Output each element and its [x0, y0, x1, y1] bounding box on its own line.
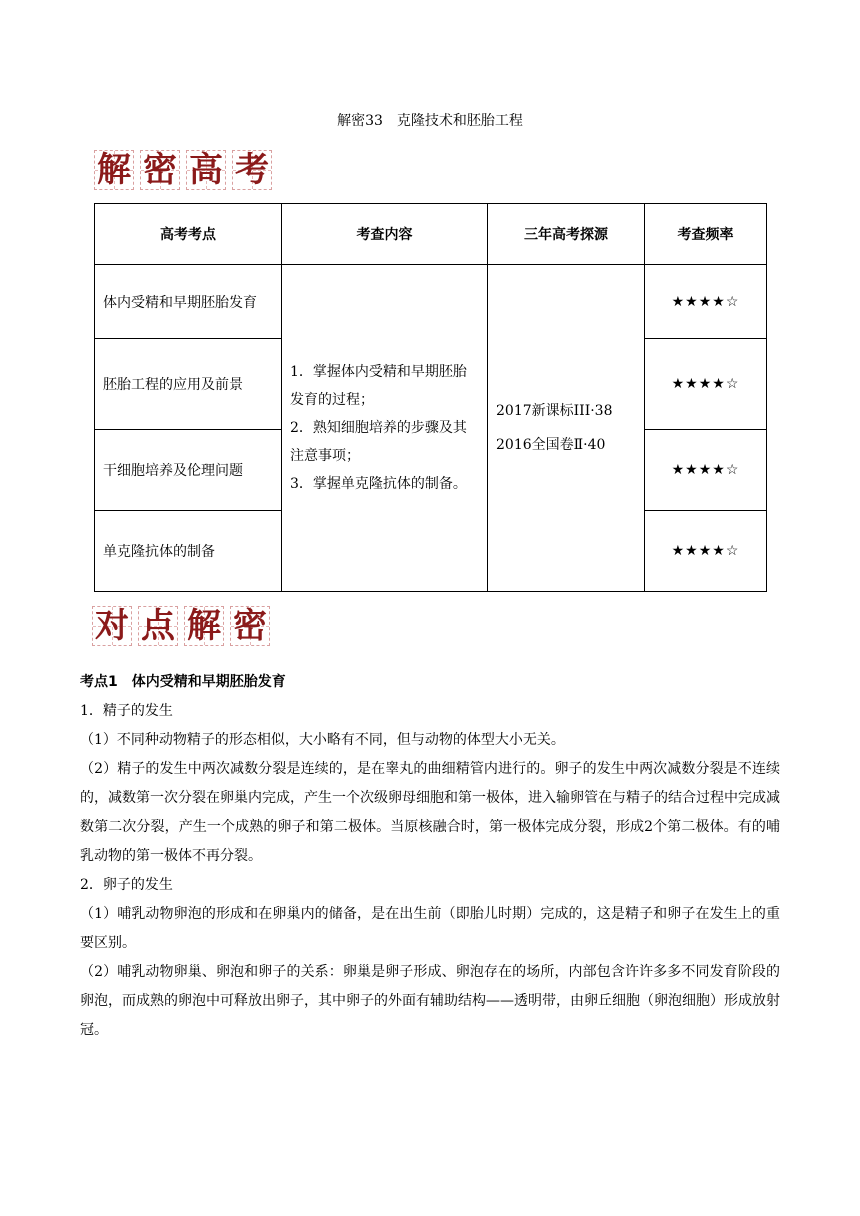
- source-item: 2017新课标III·38: [496, 403, 613, 419]
- content-cell: [282, 265, 488, 592]
- exam-overview-table: [94, 203, 767, 592]
- section-heading: 考点1 体内受精和早期胚胎发育: [80, 674, 286, 690]
- table-header-row: [95, 204, 767, 265]
- paragraph: （1）哺乳动物卵泡的形成和在卵巢内的储备，是在出生前（即胎儿时期）完成的，这是精子和卵子在发生上的重要区别。: [80, 906, 780, 951]
- header-content: 考查内容: [282, 204, 488, 265]
- content-item: 1．掌握体内受精和早期胚胎发育的过程；: [290, 364, 467, 408]
- source-item: 2016全国卷Ⅱ·40: [496, 437, 606, 453]
- section-body: [80, 668, 780, 1045]
- banner-glyph: 解: [184, 606, 224, 646]
- source-cell: [488, 265, 645, 592]
- paragraph: （2）哺乳动物卵巢、卵泡和卵子的关系：卵巢是卵子形成、卵泡存在的场所，内部包含许许多多不同发育阶段的卵泡，而成熟的卵泡中可释放出卵子，其中卵子的外面有辅助结构——透明带，由卵丘细胞（卵泡细胞）形成放射冠。: [80, 964, 780, 1038]
- frequency-stars: ★★★★☆: [645, 430, 767, 511]
- banner-glyph: 点: [138, 606, 178, 646]
- content-item: 2．熟知细胞培养的步骤及其注意事项；: [290, 420, 467, 464]
- frequency-stars: ★★★★☆: [645, 511, 767, 592]
- topic-cell: 单克隆抗体的制备: [95, 511, 282, 592]
- subsection-title: 2．卵子的发生: [80, 877, 173, 893]
- paragraph: （2）精子的发生中两次减数分裂是连续的，是在睾丸的曲细精管内进行的。卵子的发生中两次减数分裂是不连续的，减数第一次分裂在卵巢内完成，产生一个次级卵母细胞和第一极体，进入输卵管在与精子的结合过程中完成减数第二次分裂，产生一个成熟的卵子和第二极体。当原核融合时，第一极体完成分裂，形成2个第二极体。有的哺乳动物的第一极体不再分裂。: [80, 761, 780, 864]
- topic-cell: 干细胞培养及伦理问题: [95, 430, 282, 511]
- frequency-stars: ★★★★☆: [645, 339, 767, 430]
- banner-glyph: 高: [186, 150, 226, 190]
- page-title: 解密33 克隆技术和胚胎工程: [337, 113, 523, 129]
- banner-glyph: 密: [230, 606, 270, 646]
- header-frequency: 考查频率: [645, 204, 767, 265]
- header-source: 三年高考探源: [488, 204, 645, 265]
- topic-cell: 胚胎工程的应用及前景: [95, 339, 282, 430]
- frequency-stars: ★★★★☆: [645, 265, 767, 339]
- banner-glyph: 考: [232, 150, 272, 190]
- header-topic: 高考考点: [95, 204, 282, 265]
- banner-jiemi-gaokao: [94, 150, 272, 190]
- topic-cell: 体内受精和早期胚胎发育: [95, 265, 282, 339]
- banner-glyph: 密: [140, 150, 180, 190]
- banner-glyph: 对: [92, 606, 132, 646]
- paragraph: （1）不同种动物精子的形态相似，大小略有不同，但与动物的体型大小无关。: [80, 732, 565, 748]
- subsection-title: 1．精子的发生: [80, 703, 173, 719]
- banner-duidian-jiemi: [92, 606, 270, 646]
- banner-glyph: 解: [94, 150, 134, 190]
- table-row: [95, 265, 767, 339]
- content-item: 3．掌握单克隆抗体的制备。: [290, 476, 467, 492]
